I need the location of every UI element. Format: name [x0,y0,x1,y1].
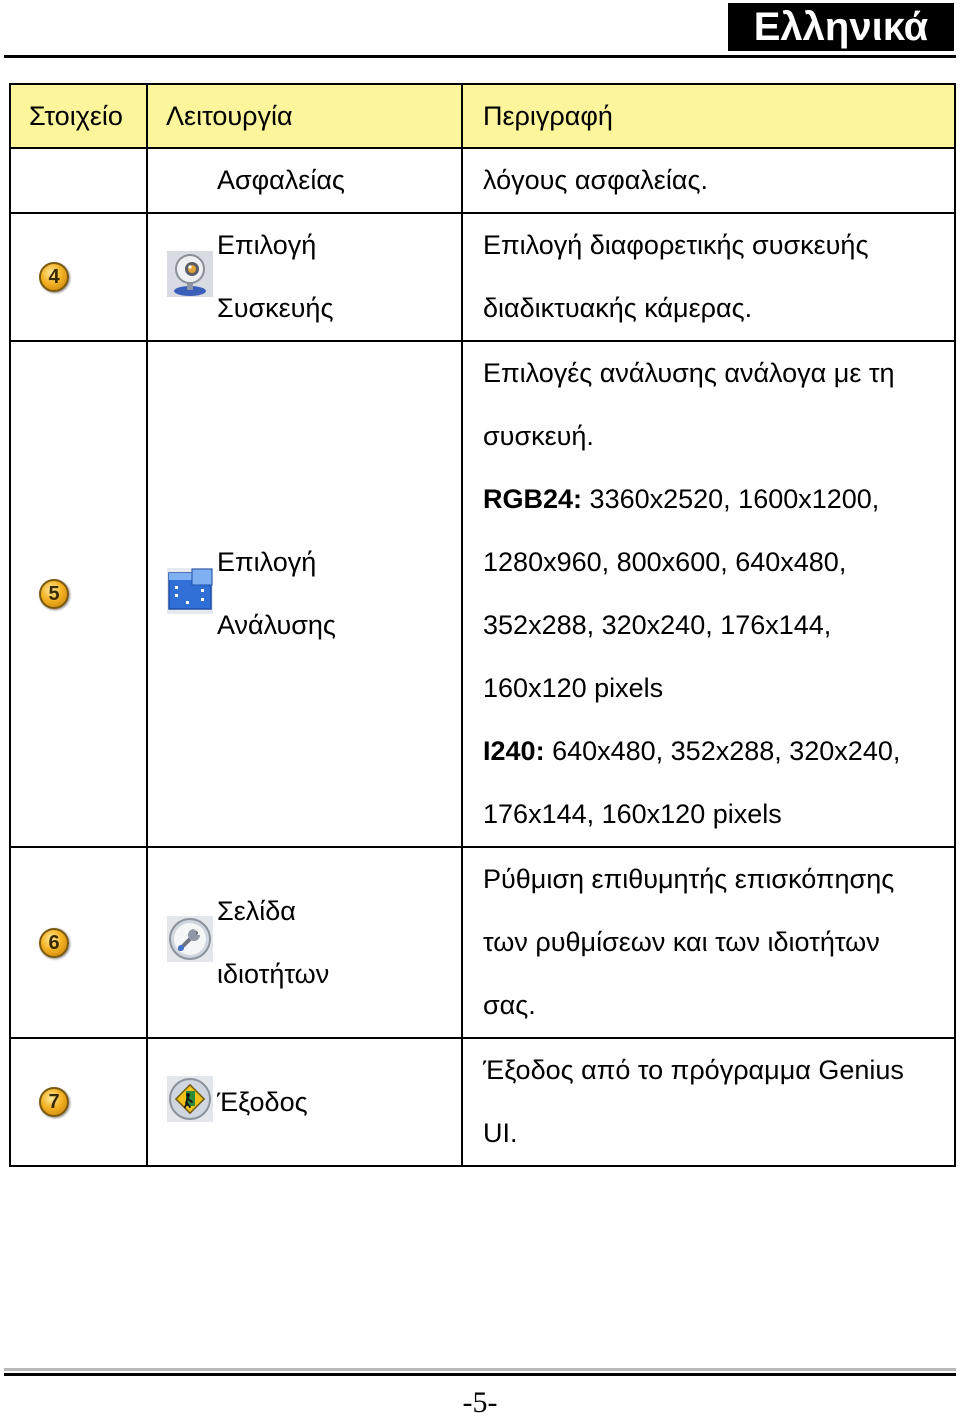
header-function: Λειτουργία [147,84,462,148]
description-line: 352x288, 320x240, 176x144, [483,610,832,640]
rgb24-line [483,468,954,531]
header-description: Περιγραφή [462,84,955,148]
description-line: Έξοδος από το πρόγραμμα Genius [483,1055,904,1085]
function-label: Ασφαλείας [217,165,345,195]
number-badge: 4 [39,262,69,292]
icon-cell [147,1038,217,1166]
number-badge: 7 [39,1087,69,1117]
description-line: σας. [483,990,536,1020]
description-cell [462,148,955,213]
function-label: Επιλογή [217,230,317,260]
function-label: Συσκευής [217,293,334,323]
table-row [10,148,955,213]
description-line: Ρύθμιση επιθυμητής επισκόπησης [483,864,895,894]
description-line: 176x144, 160x120 pixels [483,799,782,829]
function-cell [217,1038,462,1166]
description-line: UI. [483,1118,518,1148]
footer-rule-light [4,1368,956,1371]
function-label: Επιλογή [217,547,317,577]
description-cell [462,341,955,847]
function-cell [217,847,462,1038]
number-badge: 6 [39,928,69,958]
header-rule [4,55,956,58]
number-badge: 5 [39,579,69,609]
function-label: Έξοδος [217,1086,308,1117]
description-line: λόγους ασφαλείας. [483,165,708,195]
description-line: 160x120 pixels [483,673,664,703]
description-cell [462,213,955,341]
description-line: Επιλογή διαφορετικής συσκευής [483,230,869,260]
table-header-row [10,84,955,148]
i240-label: I240: [483,736,545,766]
i240-line [483,720,954,783]
language-badge: Ελληνικά [728,3,954,51]
resolution-window-icon [166,567,214,615]
description-cell [462,1038,955,1166]
item-cell [10,1038,147,1166]
header-item: Στοιχείο [10,84,147,148]
webcam-icon [166,250,214,298]
description-line: Επιλογές ανάλυσης ανάλογα με τη [483,358,895,388]
table-row [10,341,955,847]
function-cell [217,213,462,341]
icon-cell [147,341,217,847]
feature-table [9,83,956,1167]
rgb24-values: 3360x2520, 1600x1200, [582,484,880,514]
icon-cell [147,213,217,341]
item-cell [10,847,147,1038]
icon-cell [147,148,217,213]
rgb24-label: RGB24: [483,484,583,514]
footer-rule [4,1373,956,1376]
icon-cell [147,847,217,1038]
function-cell [217,341,462,847]
function-label: Σελίδα [217,895,296,926]
description-line: 1280x960, 800x600, 640x480, [483,547,847,577]
table-row [10,847,955,1038]
description-cell [462,847,955,1038]
item-cell [10,148,147,213]
description-line: διαδικτυακής κάμερας. [483,293,753,323]
function-label: Ανάλυσης [217,610,336,640]
function-cell [217,148,462,213]
page-number: -5- [462,1386,498,1419]
description-line: συσκευή. [483,421,594,451]
exit-sign-icon [166,1075,214,1123]
function-label: ιδιοτήτων [217,958,330,989]
description-line: των ρυθμίσεων και των ιδιοτήτων [483,927,880,957]
item-cell [10,341,147,847]
settings-wrench-icon [166,915,214,963]
item-cell [10,213,147,341]
i240-values: 640x480, 352x288, 320x240, [544,736,901,766]
table-row [10,213,955,341]
table-row [10,1038,955,1166]
